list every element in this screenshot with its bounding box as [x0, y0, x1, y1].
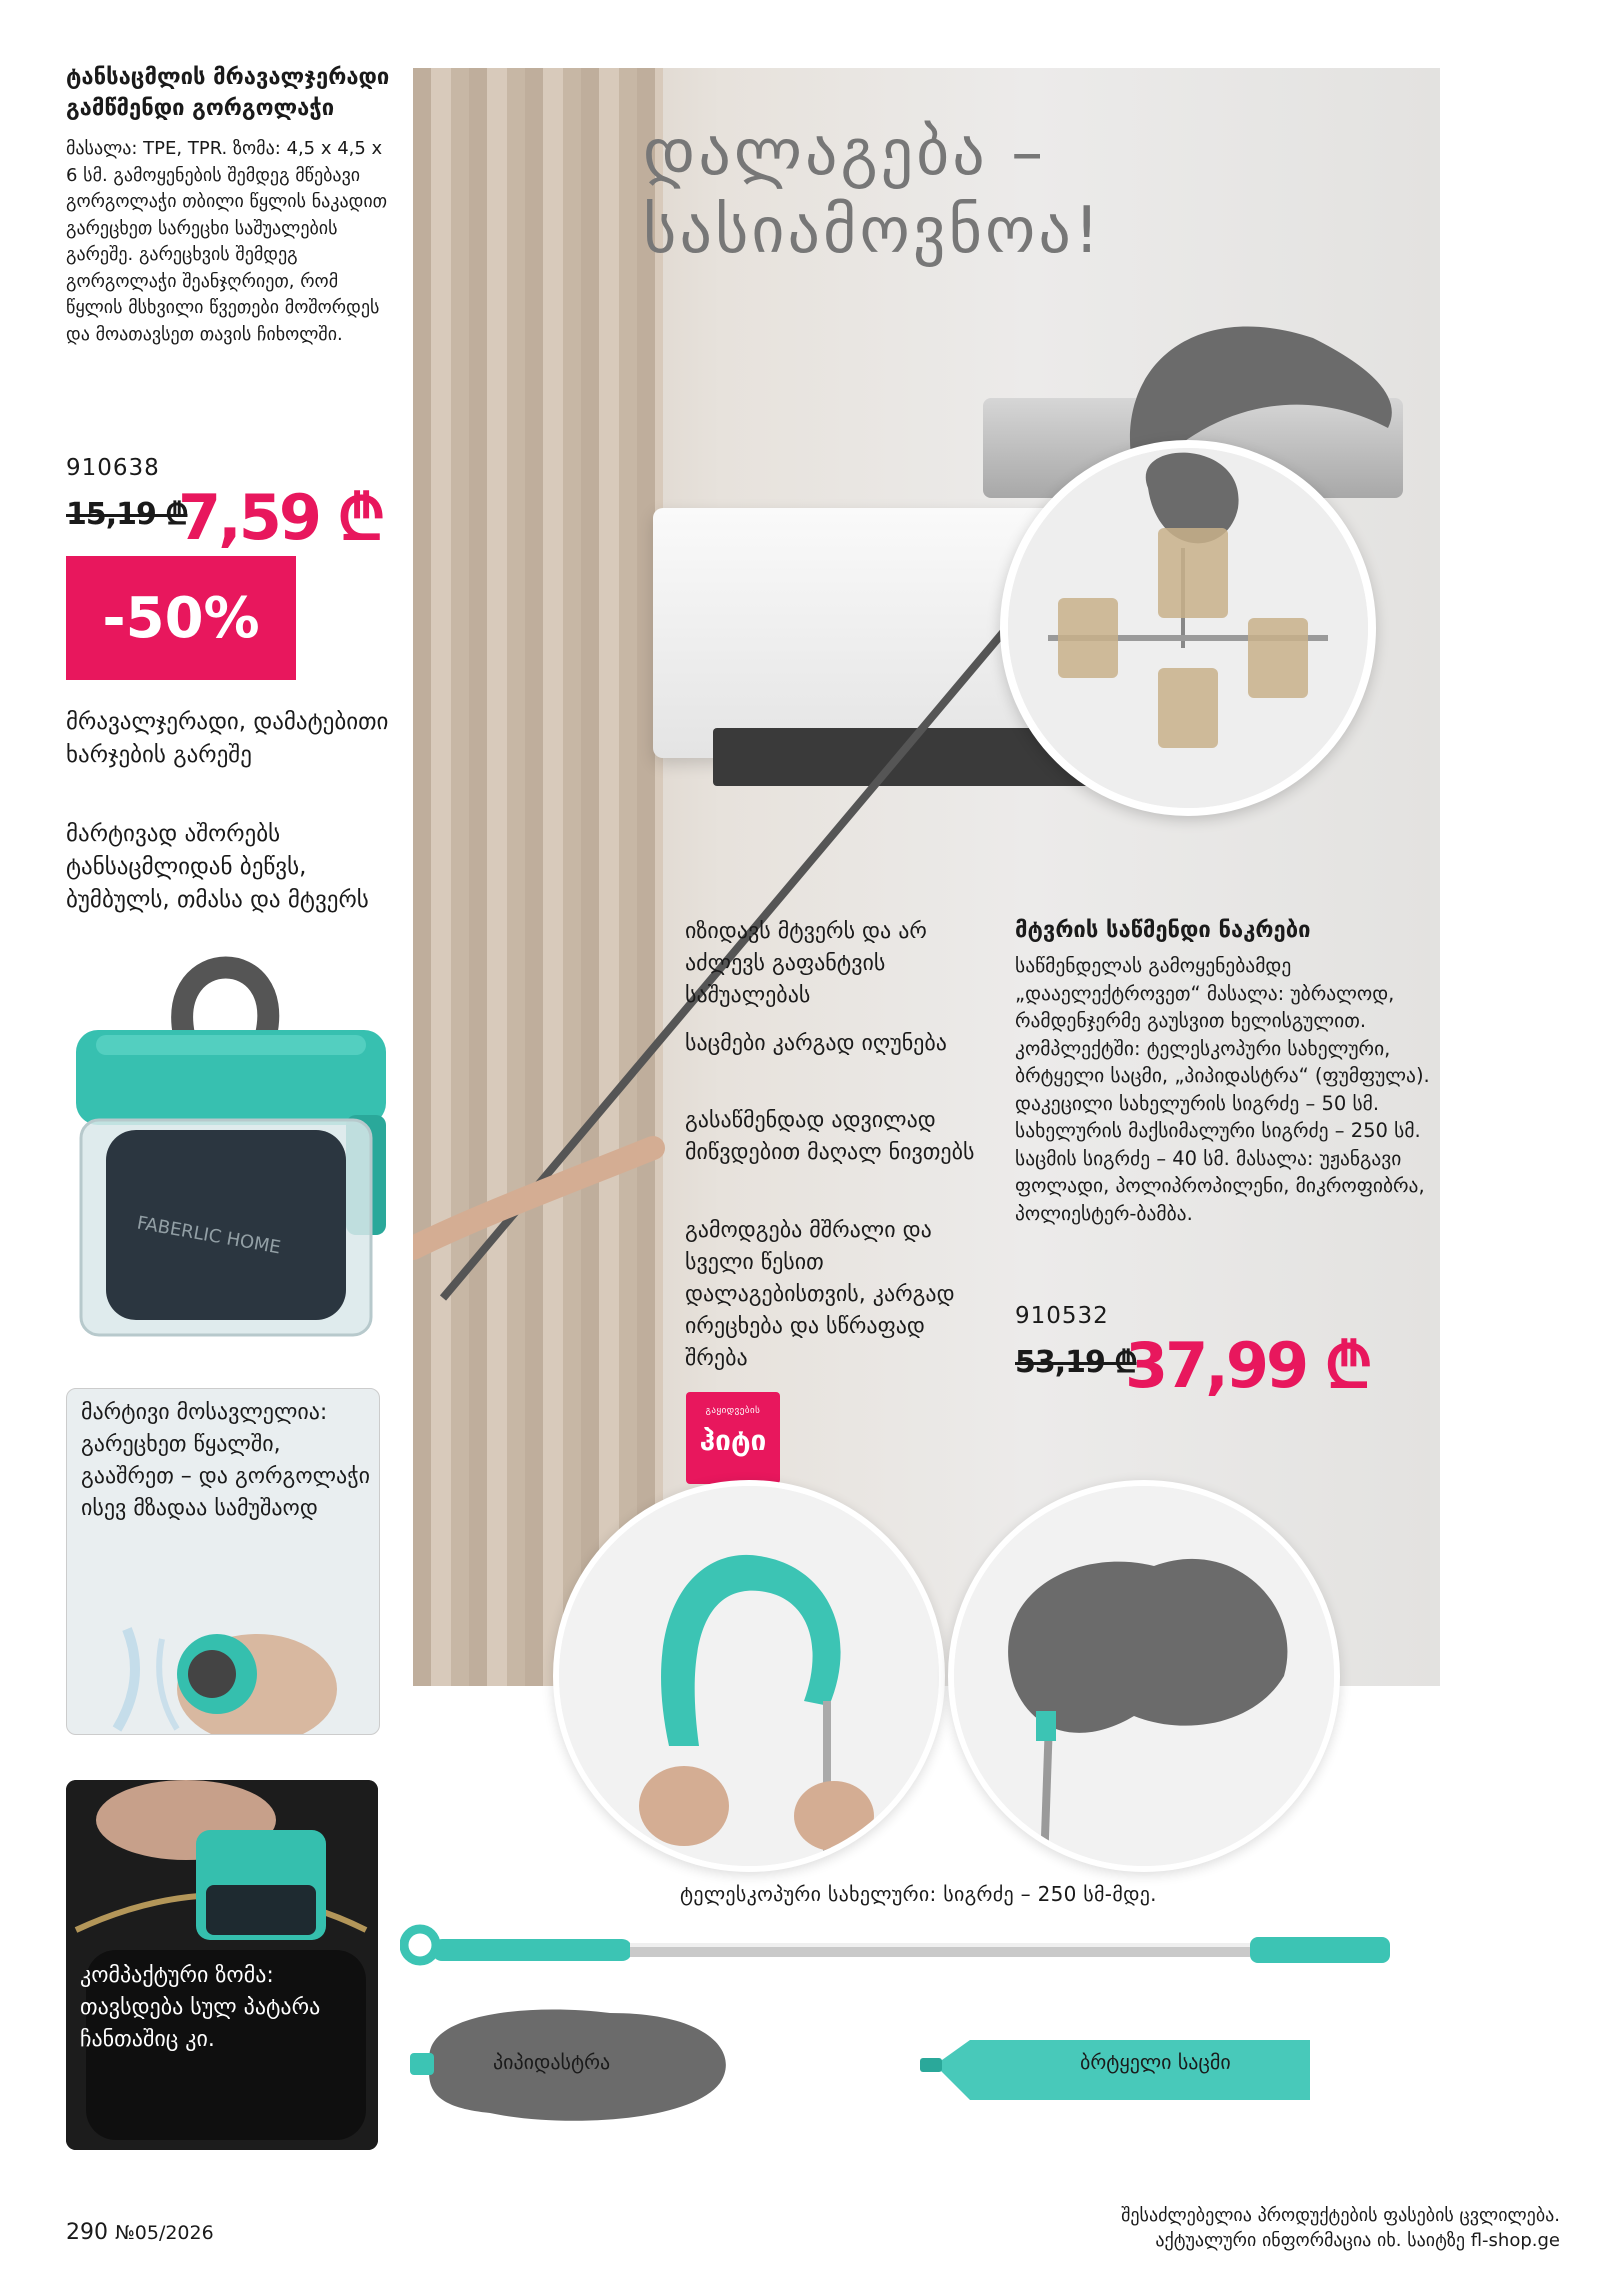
washing-photo [66, 1388, 380, 1735]
product2-description: საწმენდელას გამოყენებამდე „დააელექტროვეთ“ მასალა: უბრალოდ, რამდენჯერმე გაუსვით ხელისგულით. კომპლექტში: ტელესკოპური სახელური, ბრტყელი საცმი, „პიპიდასტრა“ (ფუმფულა). დაკეცილი სახელურის სიგრძე – 50 სმ. სახელურის მაქსიმალური სიგრძე – 250 სმ. საცმის სიგრძე – 40 სმ. მასალა: უჟანგავი ფოლადი, პოლიპროპილენი, მიკროფიბრა, პოლიესტერ-ბამბა. [1015, 954, 1430, 1225]
price-disclaimer-line-1: შესაძლებელია პროდუქტების ფასების ცვლილება. [1121, 2205, 1560, 2226]
flat-head-circle-photo [553, 1480, 945, 1872]
hero-feature-4: გამოდგება მშრალი და სველი წესით დალაგებისთვის, კარგად ირეცხება და სწრაფად შრება [685, 1218, 955, 1371]
telescopic-handle [400, 1915, 1410, 1985]
washing-caption: მარტივი მოსავლელია: გარეცხეთ წყალში, გააშრეთ – და გორგოლაჭი ისევ მზადაა სამუშაოდ [81, 1400, 371, 1521]
hero-feature-3: გასაწმენდად ადვილად მიწვდებით მაღალ ნივთებს [685, 1108, 975, 1165]
product1-feature-1: მრავალჯერადი, დამატებითი ხარჯების გარეშე [66, 709, 389, 768]
hero-photo [413, 68, 1440, 1686]
telescopic-handle-illustration [400, 1915, 1410, 1985]
flat-head-illustration [559, 1486, 939, 1866]
product1-new-price: 7,59 ₾ [178, 481, 383, 554]
product1-old-price: 15,19 ₾ [66, 497, 188, 532]
fluffy-head-circle-photo [948, 1480, 1340, 1872]
product1-title: ტანსაცმლის მრავალჯერადი გამწმენდი გორგოლაჭი [66, 65, 390, 121]
headline-line-2: სასიამოვნოა! [643, 194, 1103, 268]
page-number-value: 290 [66, 2220, 108, 2245]
product2-old-price: 53,19 ₾ [1015, 1345, 1137, 1380]
hero-feature-1: იზიდავს მტვერს და არ აძლევს გაფანტვის საშუალებას [685, 919, 927, 1008]
hero-feature-2: საცმები კარგად იღუნება [685, 1031, 947, 1056]
product1-feature-2: მარტივად აშორებს ტანსაცმლიდან ბეწვს, ბუმბულს, თმასა და მტვერს [66, 821, 369, 913]
lint-roller-image [66, 935, 396, 1355]
duster-pole-illustration [413, 68, 1440, 1686]
product1-description: მასალა: TPE, TPR. ზომა: 4,5 x 4,5 x 6 სმ. გამოყენების შემდეგ მწებავი გორგოლაჭი თბილი წყლის ნაკადით გარეცხეთ სარეცხი საშუალების გარეშე. გარეცხვის შემდეგ გორგოლაჭი შეანჯღრიეთ, რომ წყლის მსხვილი წვეთები მოშორდეს და მოათავსეთ თავის ჩიხოლში. [66, 138, 388, 345]
product1-article: 910638 [66, 455, 160, 481]
price-disclaimer [930, 2203, 1560, 2253]
headline-line-1: დალაგება – [643, 116, 1047, 190]
discount-badge: -50% [66, 556, 296, 680]
product2-title: მტვრის საწმენდი ნაკრები [1015, 918, 1311, 943]
bestseller-badge-top: გაყიდვების [705, 1406, 761, 1416]
chandelier-illustration [1008, 448, 1368, 808]
product2-new-price: 37,99 ₾ [1125, 1329, 1370, 1402]
headline [643, 114, 1102, 270]
flat-label: ბრტყელი საცმი [1080, 2050, 1231, 2074]
bag-caption: კომპაქტური ზომა: თავსდება სულ პატარა ჩანთაშიც კი. [80, 1963, 321, 2052]
brand-mark: FABERLIC HOME [135, 1212, 283, 1259]
fluffy-head-illustration [954, 1486, 1334, 1866]
bestseller-badge-bottom: ჰიტი [699, 1424, 767, 1457]
product2-article: 910532 [1015, 1303, 1109, 1329]
page-number [66, 2220, 214, 2245]
fluffy-label: პიპიდასტრა [493, 2050, 611, 2074]
chandelier-photo [1000, 440, 1376, 816]
bestseller-badge [686, 1392, 780, 1484]
handle-label: ტელესკოპური სახელური: სიგრძე – 250 სმ-მდე. [680, 1882, 1157, 1906]
bag-photo [66, 1780, 378, 2150]
lint-roller-illustration [66, 935, 396, 1355]
issue-number: №05/2026 [115, 2222, 214, 2244]
price-disclaimer-line-2: აქტუალური ინფორმაცია იხ. საიტზე fl-shop.ge [1155, 2230, 1560, 2251]
